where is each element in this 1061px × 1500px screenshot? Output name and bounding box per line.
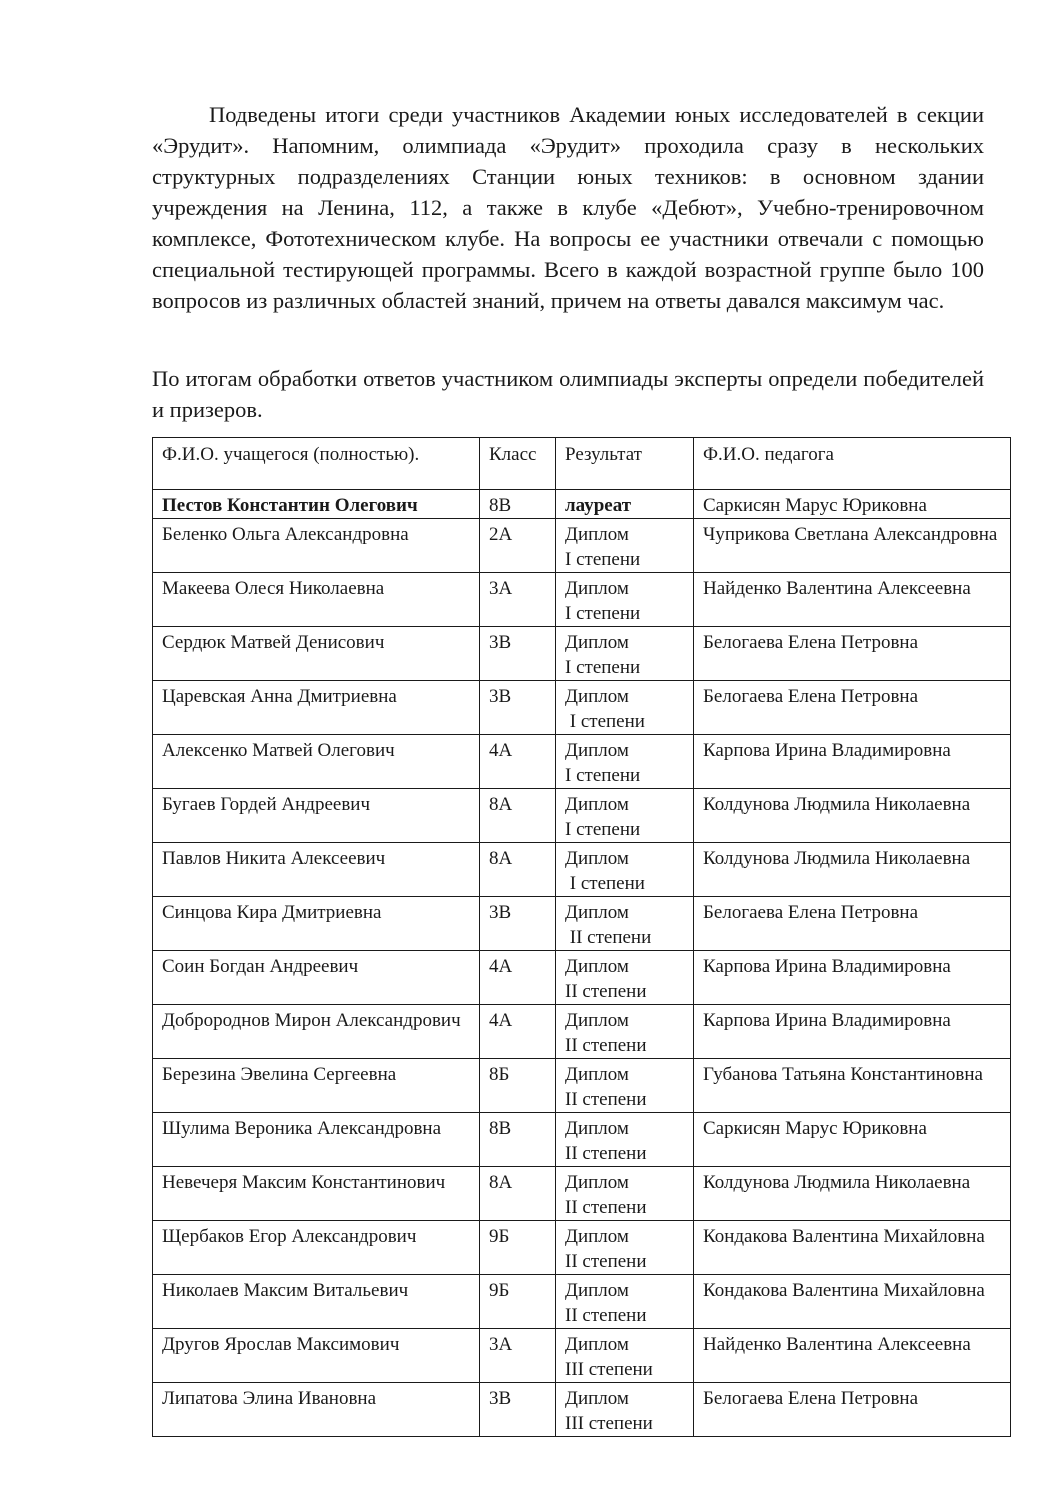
teacher-name: Колдунова Людмила Николаевна xyxy=(694,1167,1011,1221)
student-class: 3В xyxy=(480,1383,556,1437)
student-class: 9Б xyxy=(480,1275,556,1329)
student-name: Березина Эвелина Сергеевна xyxy=(153,1059,480,1113)
student-result: Диплом I степени xyxy=(556,843,694,897)
student-name: Щербаков Егор Александрович xyxy=(153,1221,480,1275)
student-result: Диплом I степени xyxy=(556,627,694,681)
results-paragraph: По итогам обработки ответов участником олимпиады эксперты определи победителей и призеров. xyxy=(152,366,984,422)
student-class: 8В xyxy=(480,490,556,519)
student-result: Диплом II степени xyxy=(556,897,694,951)
student-result: Диплом I степени xyxy=(556,681,694,735)
student-class: 8Б xyxy=(480,1059,556,1113)
teacher-name: Белогаева Елена Петровна xyxy=(694,897,1011,951)
student-class: 3В xyxy=(480,897,556,951)
student-result: Диплом I степени xyxy=(556,735,694,789)
table-row xyxy=(153,1221,1011,1275)
teacher-name: Кондакова Валентина Михайловна xyxy=(694,1221,1011,1275)
table-row xyxy=(153,573,1011,627)
student-result: лауреат xyxy=(556,490,694,519)
table-row xyxy=(153,519,1011,573)
student-name: Макеева Олеся Николаевна xyxy=(153,573,480,627)
teacher-name: Найденко Валентина Алексеевна xyxy=(694,1329,1011,1383)
teacher-name: Губанова Татьяна Константиновна xyxy=(694,1059,1011,1113)
student-result: Диплом I степени xyxy=(556,573,694,627)
student-class: 8В xyxy=(480,1113,556,1167)
student-name: Невечеря Максим Константинович xyxy=(153,1167,480,1221)
student-class: 3В xyxy=(480,627,556,681)
table-row xyxy=(153,1329,1011,1383)
table-row xyxy=(153,735,1011,789)
student-result: Диплом II степени xyxy=(556,1059,694,1113)
student-class: 2А xyxy=(480,519,556,573)
teacher-name: Саркисян Марус Юриковна xyxy=(694,1113,1011,1167)
student-class: 3А xyxy=(480,1329,556,1383)
student-name: Синцова Кира Дмитриевна xyxy=(153,897,480,951)
student-result: Диплом II степени xyxy=(556,1113,694,1167)
student-name: Сердюк Матвей Денисович xyxy=(153,627,480,681)
table-row xyxy=(153,681,1011,735)
student-name: Добророднов Мирон Александрович xyxy=(153,1005,480,1059)
table-row xyxy=(153,897,1011,951)
table-row xyxy=(153,1059,1011,1113)
student-result: Диплом I степени xyxy=(556,519,694,573)
student-name: Бугаев Гордей Андреевич xyxy=(153,789,480,843)
student-name: Липатова Элина Ивановна xyxy=(153,1383,480,1437)
student-class: 8А xyxy=(480,843,556,897)
teacher-name: Белогаева Елена Петровна xyxy=(694,627,1011,681)
table-row xyxy=(153,627,1011,681)
student-name: Павлов Никита Алексеевич xyxy=(153,843,480,897)
student-class: 3А xyxy=(480,573,556,627)
student-name: Пестов Константин Олегович xyxy=(153,490,480,519)
student-class: 8А xyxy=(480,789,556,843)
student-result: Диплом III степени xyxy=(556,1383,694,1437)
table-row xyxy=(153,1167,1011,1221)
teacher-name: Белогаева Елена Петровна xyxy=(694,681,1011,735)
student-result: Диплом II степени xyxy=(556,1275,694,1329)
student-result: Диплом II степени xyxy=(556,1221,694,1275)
teacher-name: Белогаева Елена Петровна xyxy=(694,1383,1011,1437)
student-class: 9Б xyxy=(480,1221,556,1275)
student-class: 4А xyxy=(480,1005,556,1059)
student-result: Диплом II степени xyxy=(556,951,694,1005)
table-row xyxy=(153,490,1011,519)
student-class: 4А xyxy=(480,951,556,1005)
table-row xyxy=(153,1113,1011,1167)
student-result: Диплом II степени xyxy=(556,1005,694,1059)
results-table xyxy=(152,437,1011,1437)
header-teacher: Ф.И.О. педагога xyxy=(694,438,1011,490)
table-row xyxy=(153,843,1011,897)
student-name: Шулима Вероника Александровна xyxy=(153,1113,480,1167)
table-row xyxy=(153,951,1011,1005)
teacher-name: Колдунова Людмила Николаевна xyxy=(694,843,1011,897)
student-class: 3В xyxy=(480,681,556,735)
table-row xyxy=(153,1275,1011,1329)
student-class: 8А xyxy=(480,1167,556,1221)
student-class: 4А xyxy=(480,735,556,789)
teacher-name: Саркисян Марус Юриковна xyxy=(694,490,1011,519)
table-header-row xyxy=(153,438,1011,490)
student-result: Диплом III степени xyxy=(556,1329,694,1383)
teacher-name: Карпова Ирина Владимировна xyxy=(694,951,1011,1005)
teacher-name: Колдунова Людмила Николаевна xyxy=(694,789,1011,843)
table-row xyxy=(153,1005,1011,1059)
header-result: Результат xyxy=(556,438,694,490)
student-name: Беленко Ольга Александровна xyxy=(153,519,480,573)
student-name: Алексенко Матвей Олегович xyxy=(153,735,480,789)
table-row xyxy=(153,789,1011,843)
teacher-name: Чуприкова Светлана Александровна xyxy=(694,519,1011,573)
teacher-name: Найденко Валентина Алексеевна xyxy=(694,573,1011,627)
student-result: Диплом I степени xyxy=(556,789,694,843)
header-class: Класс xyxy=(480,438,556,490)
header-name: Ф.И.О. учащегося (полностью). xyxy=(153,438,480,490)
student-name: Другов Ярослав Максимович xyxy=(153,1329,480,1383)
student-name: Царевская Анна Дмитриевна xyxy=(153,681,480,735)
student-name: Николаев Максим Витальевич xyxy=(153,1275,480,1329)
table-row xyxy=(153,1383,1011,1437)
teacher-name: Кондакова Валентина Михайловна xyxy=(694,1275,1011,1329)
intro-paragraph: Подведены итоги среди участников Академии юных исследователей в секции «Эрудит». Напомним, олимпиада «Эрудит» проходила сразу в нескольких структурных подразделениях Станции юных техников: в основном здании учреждения на Ленина, 112, а также в клубе «Дебют», Учебно-тренировочном комплексе, Фототехническом клубе. На вопросы ее участники отвечали с помощью специальной тестирующей программы. Всего в каждой возрастной группе было 100 вопросов из различных областей знаний, причем на ответы давался максимум час. xyxy=(152,102,984,313)
teacher-name: Карпова Ирина Владимировна xyxy=(694,735,1011,789)
teacher-name: Карпова Ирина Владимировна xyxy=(694,1005,1011,1059)
student-result: Диплом II степени xyxy=(556,1167,694,1221)
student-name: Соин Богдан Андреевич xyxy=(153,951,480,1005)
